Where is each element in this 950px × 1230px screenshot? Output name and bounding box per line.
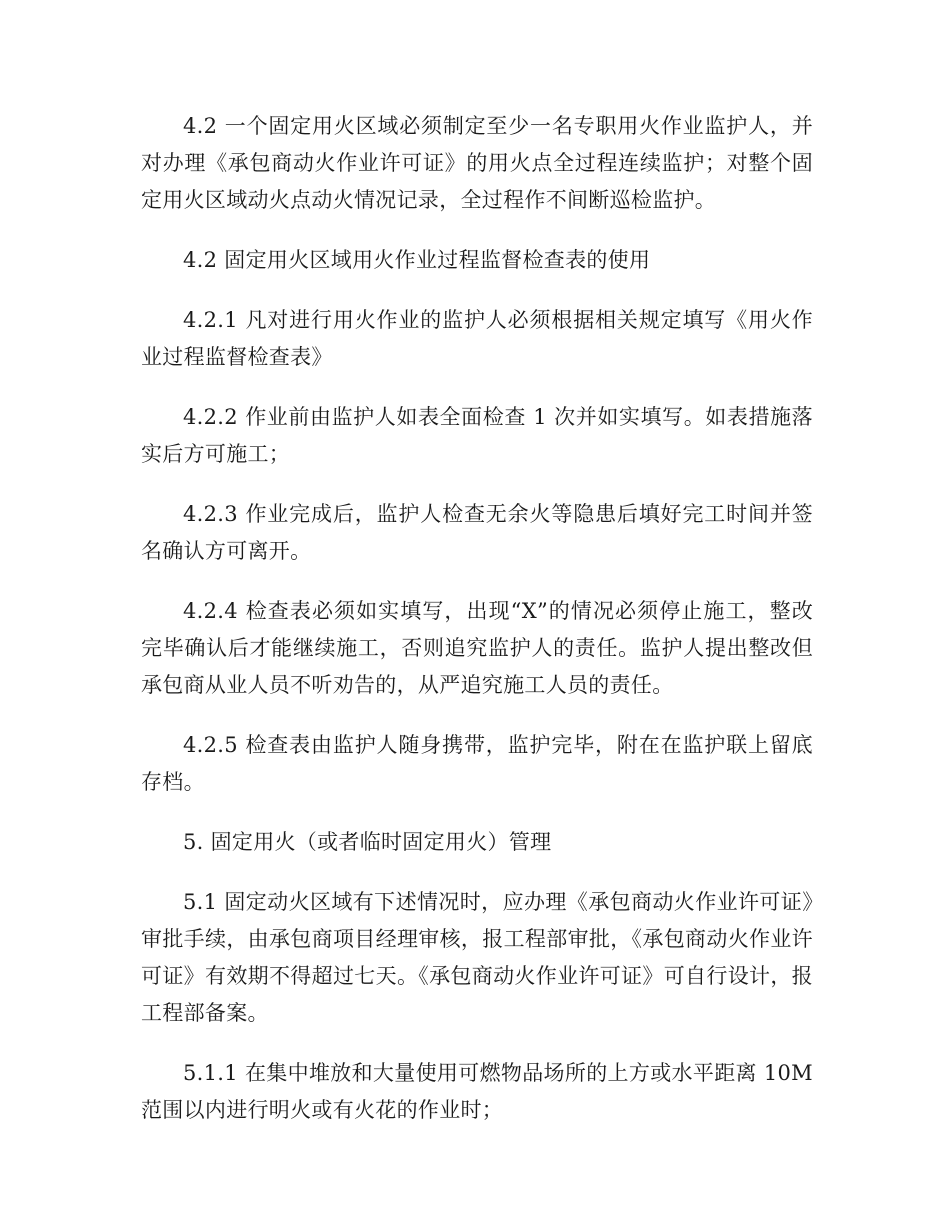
paragraph-4-2-2: 4.2.2 作业前由监护人如表全面检查 1 次并如实填写。如表措施落实后方可施工；: [141, 405, 813, 466]
paragraph-4-2-supervisor: 4.2 一个固定用火区域必须制定至少一名专职用火作业监护人，并对办理《承包商动火作业许可证》的用火点全过程连续监护；对整个固定用火区域动火点动火情况记录，全过程作不间断巡检监护。: [141, 114, 813, 212]
document-body: [141, 108, 813, 1129]
section-heading-5: 5. 固定用火（或者临时固定用火）管理: [183, 830, 552, 854]
paragraph-5-1-1: 5.1.1 在集中堆放和大量使用可燃物品场所的上方或水平距离 10M 范围以内进行明火或有火花的作业时；: [141, 1061, 813, 1122]
paragraph-4-2-checklist-heading: 4.2 固定用火区域用火作业过程监督检查表的使用: [183, 248, 651, 272]
paragraph-4-2-1: 4.2.1 凡对进行用火作业的监护人必须根据相关规定填写《用火作业过程监督检查表》: [141, 308, 813, 369]
paragraph-4-2-3: 4.2.3 作业完成后，监护人检查无余火等隐患后填好完工时间并签名确认方可离开。: [141, 502, 813, 563]
paragraph-4-2-4: 4.2.4 检查表必须如实填写，出现“X”的情况必须停止施工，整改完毕确认后才能继续施工，否则追究监护人的责任。监护人提出整改但承包商从业人员不听劝告的，从严追究施工人员的责任。: [141, 599, 813, 697]
paragraph-5-1: 5.1 固定动火区域有下述情况时，应办理《承包商动火作业许可证》审批手续，由承包商项目经理审核，报工程部审批，《承包商动火作业许可证》有效期不得超过七天。《承包商动火作业许可证》可自行设计，报工程部备案。: [141, 890, 813, 1025]
paragraph-4-2-5: 4.2.5 检查表由监护人随身携带，监护完毕，附在在监护联上留底存档。: [141, 733, 813, 794]
